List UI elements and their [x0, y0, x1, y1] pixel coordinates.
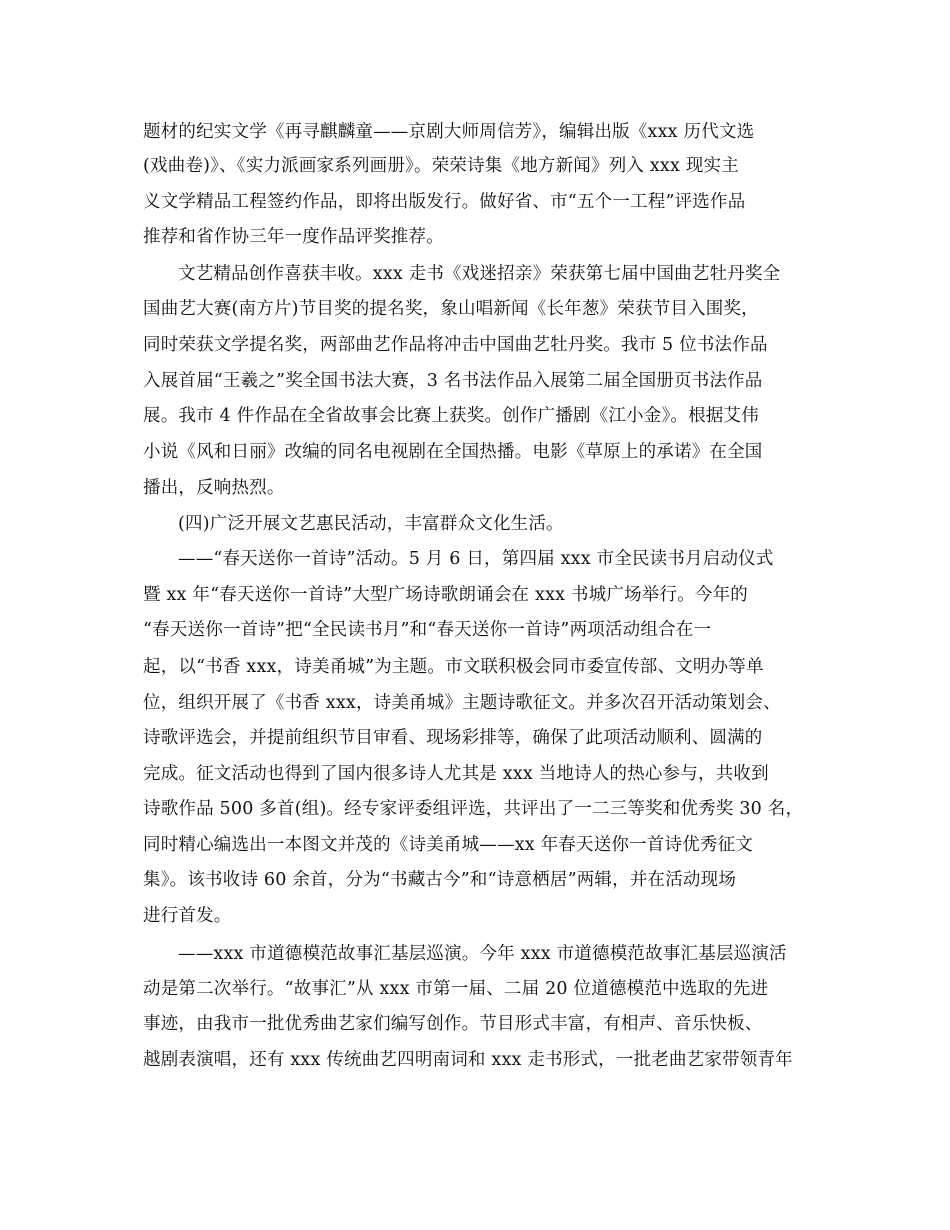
paragraph-line: 暨 xx 年“春天送你一首诗”大型广场诗歌朗诵会在 xxx 书城广场举行。今年的	[143, 585, 748, 605]
paragraph-line: 起，以“书香 xxx，诗美甬城”为主题。市文联积极会同市委宣传部、文明办等单	[143, 657, 764, 677]
paragraph-line: 诗歌评选会，并提前组织节目审看、现场彩排等，确保了此项活动顺利、圆满的	[143, 728, 763, 748]
paragraph-line: 集》。该书收诗 60 余首，分为“书藏古今”和“诗意栖居”两辑，并在活动现场	[143, 870, 737, 890]
paragraph-line: 同时荣获文学提名奖，两部曲艺作品将冲击中国曲艺牡丹奖。我市 5 位书法作品	[143, 335, 768, 355]
paragraph-line: 诗歌作品 500 多首(组)。经专家评委组评选，共评出了一二三等奖和优秀奖 30 名，	[143, 799, 804, 819]
paragraph-line: 播出，反响热烈。	[143, 478, 285, 498]
paragraph-line: 入展首届“王羲之”奖全国书法大赛，3 名书法作品入展第二届全国册页书法作品	[143, 371, 763, 391]
paragraph-line: 展。我市 4 件作品在全省故事会比赛上获奖。创作广播剧《江小金》。根据艾伟	[143, 406, 759, 426]
section-heading: (四)广泛开展文艺惠民活动，丰富群众文化生活。	[178, 514, 564, 534]
paragraph-line: 进行首发。	[143, 906, 232, 926]
paragraph-line: “春天送你一首诗”把“全民读书月”和“春天送你一首诗”两项活动组合在一	[143, 620, 712, 640]
paragraph-line: 位，组织开展了《书香 xxx，诗美甬城》主题诗歌征文。并多次召开活动策划会、	[143, 693, 781, 713]
paragraph-line: 义文学精品工程签约作品，即将出版发行。做好省、市“五个一工程”评选作品	[143, 192, 746, 212]
paragraph-line: 越剧表演唱，还有 xxx 传统曲艺四明南词和 xxx 走书形式，一批老曲艺家带领青年	[143, 1050, 793, 1070]
paragraph-line: 国曲艺大赛(南方片)节目奖的提名奖，象山唱新闻《长年葱》荣获节目入围奖，	[143, 299, 759, 319]
paragraph-line: ——xxx 市道德模范故事汇基层巡演。今年 xxx 市道德模范故事汇基层巡演活	[178, 944, 787, 964]
paragraph-line: 小说《风和日丽》改编的同名电视剧在全国热播。电影《草原上的承诺》在全国	[143, 442, 763, 462]
paragraph-line: 题材的纪实文学《再寻麒麟童——京剧大师周信芳》，编辑出版《xxx 历代文选	[143, 122, 755, 142]
paragraph-line: ——“春天送你一首诗”活动。5 月 6 日，第四届 xxx 市全民读书月启动仪式	[178, 549, 774, 569]
paragraph-line: 动是第二次举行。“故事汇”从 xxx 市第一届、二届 20 位道德模范中选取的先进	[143, 979, 769, 999]
paragraph-line: 事迹，由我市一批优秀曲艺家们编写创作。节目形式丰富，有相声、音乐快板、	[143, 1014, 763, 1034]
paragraph-line: 完成。征文活动也得到了国内很多诗人尤其是 xxx 当地诗人的热心参与，共收到	[143, 764, 769, 784]
paragraph-line: 文艺精品创作喜获丰收。xxx 走书《戏迷招亲》荣获第七届中国曲艺牡丹奖全	[178, 264, 781, 284]
paragraph-line: 推荐和省作协三年一度作品评奖推荐。	[143, 227, 444, 247]
paragraph-line: 同时精心编选出一本图文并茂的《诗美甬城——xx 年春天送你一首诗优秀征文	[143, 835, 753, 855]
paragraph-line: (戏曲卷)》、《实力派画家系列画册》。荣荣诗集《地方新闻》列入 xxx 现实主	[143, 156, 739, 176]
